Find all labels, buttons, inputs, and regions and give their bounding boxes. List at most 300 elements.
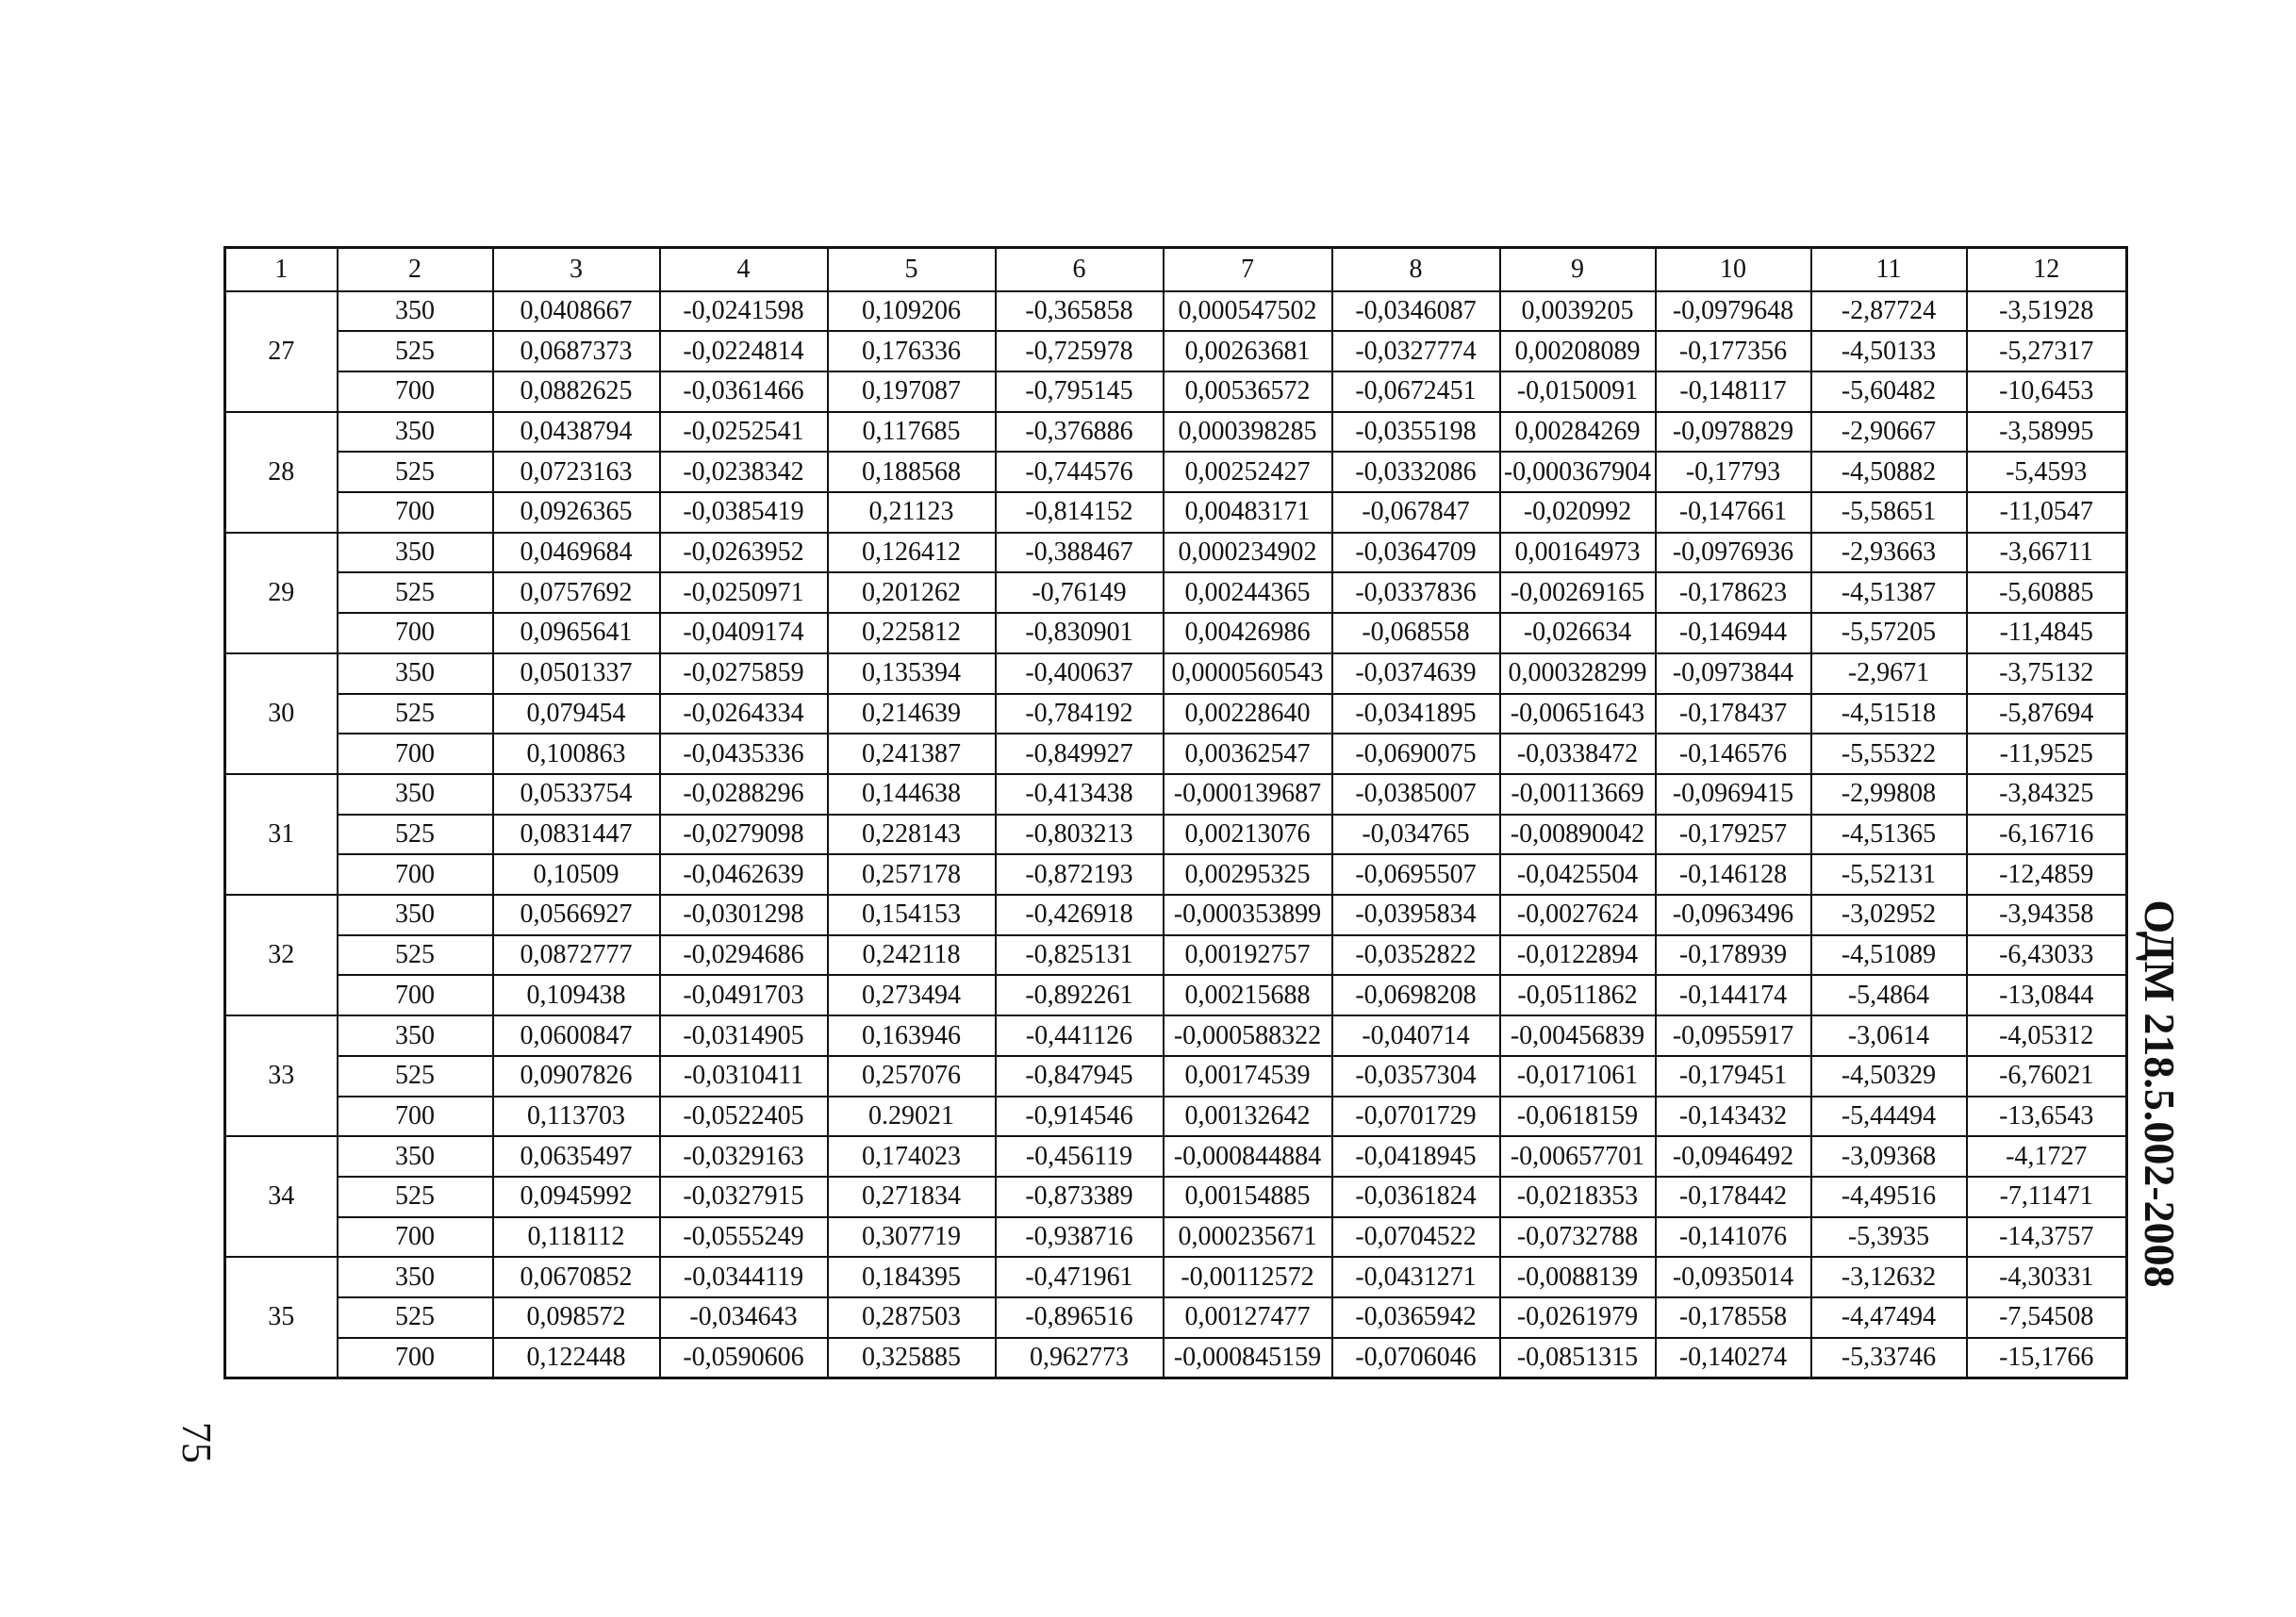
table-cell: 0,163946 (828, 1015, 996, 1056)
group-label: 35 (225, 1257, 338, 1378)
table-cell: -0,147661 (1656, 492, 1811, 533)
table-row (225, 331, 2127, 371)
table-cell: 0,117685 (828, 412, 996, 453)
table-cell: 350 (338, 1136, 493, 1177)
table-cell: 525 (338, 694, 493, 734)
table-cell: -0,00113669 (1500, 774, 1656, 815)
table-cell: -0,0288296 (660, 774, 828, 815)
table-cell: -0,0122894 (1500, 935, 1656, 976)
table-cell: 0,257076 (828, 1056, 996, 1097)
table-cell: 700 (338, 613, 493, 653)
table-cell: -0,0851315 (1500, 1338, 1656, 1378)
table-row (225, 1338, 2127, 1378)
table-cell: 0,000234902 (1164, 533, 1332, 573)
column-header: 7 (1164, 248, 1332, 291)
table-body (225, 291, 2127, 1378)
table-cell: -5,57205 (1811, 613, 1967, 653)
table-cell: -0,0978829 (1656, 412, 1811, 453)
table-cell: -0,0332086 (1332, 452, 1500, 492)
table-cell: -0,873389 (996, 1177, 1164, 1217)
table-cell: 0,154153 (828, 895, 996, 935)
table-cell: -0,0704522 (1332, 1217, 1500, 1258)
table-cell: -0,914546 (996, 1097, 1164, 1137)
table-cell: 0,00244365 (1164, 572, 1332, 613)
table-cell: 0,0757692 (493, 572, 660, 613)
table-cell: -0,00890042 (1500, 815, 1656, 855)
table-cell: 0,00215688 (1164, 975, 1332, 1015)
table-cell: 0,188568 (828, 452, 996, 492)
table-cell: 0,0882625 (493, 371, 660, 412)
table-cell: 0,0000560543 (1164, 653, 1332, 694)
group-label: 30 (225, 653, 338, 774)
table-cell: 525 (338, 452, 493, 492)
table-cell: -0,0027624 (1500, 895, 1656, 935)
table-cell: -13,6543 (1967, 1097, 2127, 1137)
table-cell: 0,100863 (493, 734, 660, 774)
table-cell: 700 (338, 1097, 493, 1137)
table-cell: -5,44494 (1811, 1097, 1967, 1137)
table-cell: -3,58995 (1967, 412, 2127, 453)
table-cell: -0,0241598 (660, 291, 828, 332)
data-table (223, 246, 2128, 1379)
table-cell: 0,0566927 (493, 895, 660, 935)
group-label: 28 (225, 412, 338, 533)
table-cell: -0,000139687 (1164, 774, 1332, 815)
table-row (225, 815, 2127, 855)
table-cell: 0,00284269 (1500, 412, 1656, 453)
table-cell: 0,126412 (828, 533, 996, 573)
table-cell: 700 (338, 854, 493, 895)
table-cell: -4,50133 (1811, 331, 1967, 371)
table-cell: -0,0355198 (1332, 412, 1500, 453)
table-cell: -0,0590606 (660, 1338, 828, 1378)
table-cell: -2,99808 (1811, 774, 1967, 815)
table-cell: 0,00127477 (1164, 1297, 1332, 1338)
table-cell: -0,146576 (1656, 734, 1811, 774)
table-cell: 0,176336 (828, 331, 996, 371)
table-cell: 350 (338, 653, 493, 694)
group-label: 29 (225, 533, 338, 653)
table-cell: -15,1766 (1967, 1338, 2127, 1378)
table-cell: -7,54508 (1967, 1297, 2127, 1338)
table-cell: 0,287503 (828, 1297, 996, 1338)
table-cell: -0,178558 (1656, 1297, 1811, 1338)
table-cell: -0,441126 (996, 1015, 1164, 1056)
table-cell: -6,16716 (1967, 815, 2127, 855)
table-cell: 0,241387 (828, 734, 996, 774)
table-cell: -0,141076 (1656, 1217, 1811, 1258)
group-label: 32 (225, 895, 338, 1015)
table-cell: -4,47494 (1811, 1297, 1967, 1338)
document-code: ОДМ 218.5.002-2008 (2136, 899, 2184, 1288)
table-cell: 0,000398285 (1164, 412, 1332, 453)
table-row (225, 1177, 2127, 1217)
table-cell: -0,0409174 (660, 613, 828, 653)
table-cell: -0,896516 (996, 1297, 1164, 1338)
table-cell: 0,242118 (828, 935, 996, 976)
table-row (225, 533, 2127, 573)
table-cell: 0,079454 (493, 694, 660, 734)
column-header: 1 (225, 248, 338, 291)
table-cell: -0,0263952 (660, 533, 828, 573)
table-cell: -0,388467 (996, 533, 1164, 573)
table-cell: -3,84325 (1967, 774, 2127, 815)
table-cell: -0,0732788 (1500, 1217, 1656, 1258)
table-cell: -3,0614 (1811, 1015, 1967, 1056)
table-row (225, 1015, 2127, 1056)
table-cell: 0,0965641 (493, 613, 660, 653)
table-cell: -0,0618159 (1500, 1097, 1656, 1137)
table-cell: -0,0969415 (1656, 774, 1811, 815)
table-cell: -0,0261979 (1500, 1297, 1656, 1338)
table-cell: 700 (338, 975, 493, 1015)
table-cell: -0,0346087 (1332, 291, 1500, 332)
table-cell: 0,00192757 (1164, 935, 1332, 976)
table-cell: -0,0935014 (1656, 1257, 1811, 1297)
table-cell: 0,00174539 (1164, 1056, 1332, 1097)
table-cell: -0,0314905 (660, 1015, 828, 1056)
table-cell: -4,51387 (1811, 572, 1967, 613)
table-cell: -11,0547 (1967, 492, 2127, 533)
table-cell: 0.29021 (828, 1097, 996, 1137)
table-cell: -0,0963496 (1656, 895, 1811, 935)
table-cell: -0,0955917 (1656, 1015, 1811, 1056)
table-cell: -0,179451 (1656, 1056, 1811, 1097)
table-cell: -0,795145 (996, 371, 1164, 412)
table-cell: -0,178437 (1656, 694, 1811, 734)
table-cell: -0,892261 (996, 975, 1164, 1015)
table-cell: -0,0250971 (660, 572, 828, 613)
table-cell: -0,825131 (996, 935, 1164, 976)
table-cell: -0,0279098 (660, 815, 828, 855)
table-cell: 0,00213076 (1164, 815, 1332, 855)
table-row (225, 613, 2127, 653)
group-label: 34 (225, 1136, 338, 1257)
table-cell: -0,0695507 (1332, 854, 1500, 895)
table-cell: -0,179257 (1656, 815, 1811, 855)
table-cell: 0,257178 (828, 854, 996, 895)
table-cell: 0,00295325 (1164, 854, 1332, 895)
table-cell: -0,814152 (996, 492, 1164, 533)
table-row (225, 1097, 2127, 1137)
column-header: 8 (1332, 248, 1500, 291)
table-cell: -2,93663 (1811, 533, 1967, 573)
table-cell: -0,76149 (996, 572, 1164, 613)
table-cell: 0,0723163 (493, 452, 660, 492)
table-cell: 0,098572 (493, 1297, 660, 1338)
table-cell: 0,109438 (493, 975, 660, 1015)
table-cell: -7,11471 (1967, 1177, 2127, 1217)
table-cell: -0,0329163 (660, 1136, 828, 1177)
table-cell: 0,10509 (493, 854, 660, 895)
header-row (225, 248, 2127, 291)
table-cell: -0,0150091 (1500, 371, 1656, 412)
table-cell: -0,0491703 (660, 975, 828, 1015)
table-cell: -5,60885 (1967, 572, 2127, 613)
table-row (225, 492, 2127, 533)
table-row (225, 895, 2127, 935)
table-row (225, 572, 2127, 613)
table-cell: -11,4845 (1967, 613, 2127, 653)
table-row (225, 653, 2127, 694)
table-cell: 0,000328299 (1500, 653, 1656, 694)
table-cell: 0,0907826 (493, 1056, 660, 1097)
table-cell: -0,0238342 (660, 452, 828, 492)
table-cell: -4,1727 (1967, 1136, 2127, 1177)
table-cell: -5,58651 (1811, 492, 1967, 533)
table-cell: -13,0844 (1967, 975, 2127, 1015)
table-cell: 0,0469684 (493, 533, 660, 573)
table-cell: 0,0533754 (493, 774, 660, 815)
table-cell: 350 (338, 1257, 493, 1297)
table-cell: -0,0435336 (660, 734, 828, 774)
table-cell: -3,66711 (1967, 533, 2127, 573)
table-cell: -0,0431271 (1332, 1257, 1500, 1297)
table-cell: -0,803213 (996, 815, 1164, 855)
table-cell: -0,0361466 (660, 371, 828, 412)
column-header: 4 (660, 248, 828, 291)
table-cell: -0,0425504 (1500, 854, 1656, 895)
table-cell: -0,847945 (996, 1056, 1164, 1097)
table-cell: 0,00362547 (1164, 734, 1332, 774)
table-cell: -0,148117 (1656, 371, 1811, 412)
table-cell: -3,12632 (1811, 1257, 1967, 1297)
table-cell: -0,0364709 (1332, 533, 1500, 573)
table-cell: 0,273494 (828, 975, 996, 1015)
table-cell: -0,00456839 (1500, 1015, 1656, 1056)
table-cell: 0,0670852 (493, 1257, 660, 1297)
table-cell: 350 (338, 412, 493, 453)
table-cell: -0,365858 (996, 291, 1164, 332)
table-cell: 700 (338, 492, 493, 533)
column-header: 3 (493, 248, 660, 291)
table-cell: -0,0395834 (1332, 895, 1500, 935)
table-cell: 350 (338, 291, 493, 332)
table-cell: -0,17793 (1656, 452, 1811, 492)
table-cell: -0,0522405 (660, 1097, 828, 1137)
table-cell: -0,0294686 (660, 935, 828, 976)
table-cell: -5,87694 (1967, 694, 2127, 734)
table-row (225, 734, 2127, 774)
table-cell: -0,00651643 (1500, 694, 1656, 734)
table-cell: -0,830901 (996, 613, 1164, 653)
table-row (225, 975, 2127, 1015)
table-cell: 0,0687373 (493, 331, 660, 371)
table-cell: 0,00228640 (1164, 694, 1332, 734)
table-cell: -0,000588322 (1164, 1015, 1332, 1056)
table-cell: 0,0945992 (493, 1177, 660, 1217)
table-cell: -4,51089 (1811, 935, 1967, 976)
table-cell: 0,214639 (828, 694, 996, 734)
table-cell: 0,00154885 (1164, 1177, 1332, 1217)
table-cell: 0,118112 (493, 1217, 660, 1258)
table-cell: -0,0979648 (1656, 291, 1811, 332)
table-cell: -0,0698208 (1332, 975, 1500, 1015)
column-header: 2 (338, 248, 493, 291)
table-cell: -4,50329 (1811, 1056, 1967, 1097)
table-cell: -5,27317 (1967, 331, 2127, 371)
table-cell: -0,0973844 (1656, 653, 1811, 694)
table-cell: -0,0385419 (660, 492, 828, 533)
table-row (225, 935, 2127, 976)
table-row (225, 1217, 2127, 1258)
table-cell: -3,51928 (1967, 291, 2127, 332)
table-cell: -0,456119 (996, 1136, 1164, 1177)
table-cell: -0,000367904 (1500, 452, 1656, 492)
table-cell: 0,228143 (828, 815, 996, 855)
group-label: 31 (225, 774, 338, 895)
table-cell: -0,0171061 (1500, 1056, 1656, 1097)
table-cell: -3,75132 (1967, 653, 2127, 694)
table-cell: -5,55322 (1811, 734, 1967, 774)
table-cell: -0,040714 (1332, 1015, 1500, 1056)
table-cell: 0,21123 (828, 492, 996, 533)
table-row (225, 694, 2127, 734)
table-cell: -0,0374639 (1332, 653, 1500, 694)
table-cell: -0,000353899 (1164, 895, 1332, 935)
table-cell: 350 (338, 895, 493, 935)
table-row (225, 1056, 2127, 1097)
table-cell: -0,146128 (1656, 854, 1811, 895)
table-cell: 0,00164973 (1500, 533, 1656, 573)
table-cell: -0,178623 (1656, 572, 1811, 613)
table-cell: -0,0361824 (1332, 1177, 1500, 1217)
table-cell: -4,30331 (1967, 1257, 2127, 1297)
table-cell: 700 (338, 1338, 493, 1378)
table-cell: -0,178939 (1656, 935, 1811, 976)
table-cell: 0,184395 (828, 1257, 996, 1297)
column-header: 6 (996, 248, 1164, 291)
table-cell: -0,0701729 (1332, 1097, 1500, 1137)
table-cell: 0,000235671 (1164, 1217, 1332, 1258)
column-header: 10 (1656, 248, 1811, 291)
table-cell: 0,0501337 (493, 653, 660, 694)
table-row (225, 452, 2127, 492)
table-cell: -0,000845159 (1164, 1338, 1332, 1378)
table-row (225, 1297, 2127, 1338)
table-cell: 700 (338, 734, 493, 774)
table-cell: -6,43033 (1967, 935, 2127, 976)
table-row (225, 774, 2127, 815)
table-cell: 0,00132642 (1164, 1097, 1332, 1137)
table-cell: 0,113703 (493, 1097, 660, 1137)
table-cell: -0,725978 (996, 331, 1164, 371)
table-cell: 350 (338, 1015, 493, 1056)
table-cell: -0,0327774 (1332, 331, 1500, 371)
table-cell: -0,0462639 (660, 854, 828, 895)
table-cell: -0,067847 (1332, 492, 1500, 533)
table-cell: -2,9671 (1811, 653, 1967, 694)
column-header: 9 (1500, 248, 1656, 291)
table-cell: -0,140274 (1656, 1338, 1811, 1378)
table-row (225, 1257, 2127, 1297)
table-cell: -0,000844884 (1164, 1136, 1332, 1177)
table-cell: 0,201262 (828, 572, 996, 613)
table-cell: 0,00536572 (1164, 371, 1332, 412)
table-cell: -0,00112572 (1164, 1257, 1332, 1297)
column-header: 11 (1811, 248, 1967, 291)
table-cell: -4,49516 (1811, 1177, 1967, 1217)
table-cell: -5,4593 (1967, 452, 2127, 492)
group-label: 33 (225, 1015, 338, 1136)
table-cell: 525 (338, 331, 493, 371)
table-cell: -14,3757 (1967, 1217, 2127, 1258)
table-cell: -0,471961 (996, 1257, 1164, 1297)
table-cell: 0,135394 (828, 653, 996, 694)
table-cell: -0,872193 (996, 854, 1164, 895)
table-cell: 0,307719 (828, 1217, 996, 1258)
table-cell: -5,3935 (1811, 1217, 1967, 1258)
table-cell: -2,87724 (1811, 291, 1967, 332)
table-row (225, 1136, 2127, 1177)
table-cell: -0,0365942 (1332, 1297, 1500, 1338)
table-cell: -0,0344119 (660, 1257, 828, 1297)
table-cell: -0,0946492 (1656, 1136, 1811, 1177)
table-cell: -5,4864 (1811, 975, 1967, 1015)
table-cell: -0,0690075 (1332, 734, 1500, 774)
table-cell: -0,0511862 (1500, 975, 1656, 1015)
table-cell: -0,0327915 (660, 1177, 828, 1217)
table-cell: 525 (338, 1056, 493, 1097)
table-cell: 525 (338, 1297, 493, 1338)
table-cell: -0,0088139 (1500, 1257, 1656, 1297)
table-cell: -4,51518 (1811, 694, 1967, 734)
table-cell: -0,068558 (1332, 613, 1500, 653)
table-cell: -0,413438 (996, 774, 1164, 815)
table-row (225, 371, 2127, 412)
table-cell: 0,0039205 (1500, 291, 1656, 332)
table-cell: -0,143432 (1656, 1097, 1811, 1137)
table-cell: -0,0976936 (1656, 533, 1811, 573)
table-cell: -0,426918 (996, 895, 1164, 935)
table-cell: 0,0831447 (493, 815, 660, 855)
column-header: 5 (828, 248, 996, 291)
table-cell: -0,0418945 (1332, 1136, 1500, 1177)
table-cell: -0,177356 (1656, 331, 1811, 371)
table-cell: -0,0301298 (660, 895, 828, 935)
table-cell: -4,05312 (1967, 1015, 2127, 1056)
table-cell: -0,034765 (1332, 815, 1500, 855)
page-number: 75 (173, 1422, 220, 1463)
table-cell: -0,0357304 (1332, 1056, 1500, 1097)
table-cell: -3,02952 (1811, 895, 1967, 935)
table-cell: -0,0338472 (1500, 734, 1656, 774)
table-cell: -0,0252541 (660, 412, 828, 453)
table-cell: 0,962773 (996, 1338, 1164, 1378)
group-label: 27 (225, 291, 338, 412)
table-cell: -0,0218353 (1500, 1177, 1656, 1217)
table-cell: 0,00483171 (1164, 492, 1332, 533)
table-cell: -0,744576 (996, 452, 1164, 492)
table-cell: -0,0224814 (660, 331, 828, 371)
table-cell: -5,60482 (1811, 371, 1967, 412)
table-cell: 0,225812 (828, 613, 996, 653)
table-cell: -6,76021 (1967, 1056, 2127, 1097)
table-row (225, 854, 2127, 895)
table-cell: -0,00269165 (1500, 572, 1656, 613)
table-cell: 350 (338, 774, 493, 815)
table-cell: 0,00208089 (1500, 331, 1656, 371)
table-cell: -0,400637 (996, 653, 1164, 694)
table-cell: 0,00263681 (1164, 331, 1332, 371)
table-cell: -11,9525 (1967, 734, 2127, 774)
table-cell: 525 (338, 1177, 493, 1217)
table-cell: 0,271834 (828, 1177, 996, 1217)
table-cell: -3,09368 (1811, 1136, 1967, 1177)
table-cell: 0,197087 (828, 371, 996, 412)
table-cell: -0,376886 (996, 412, 1164, 453)
table-cell: -0,020992 (1500, 492, 1656, 533)
